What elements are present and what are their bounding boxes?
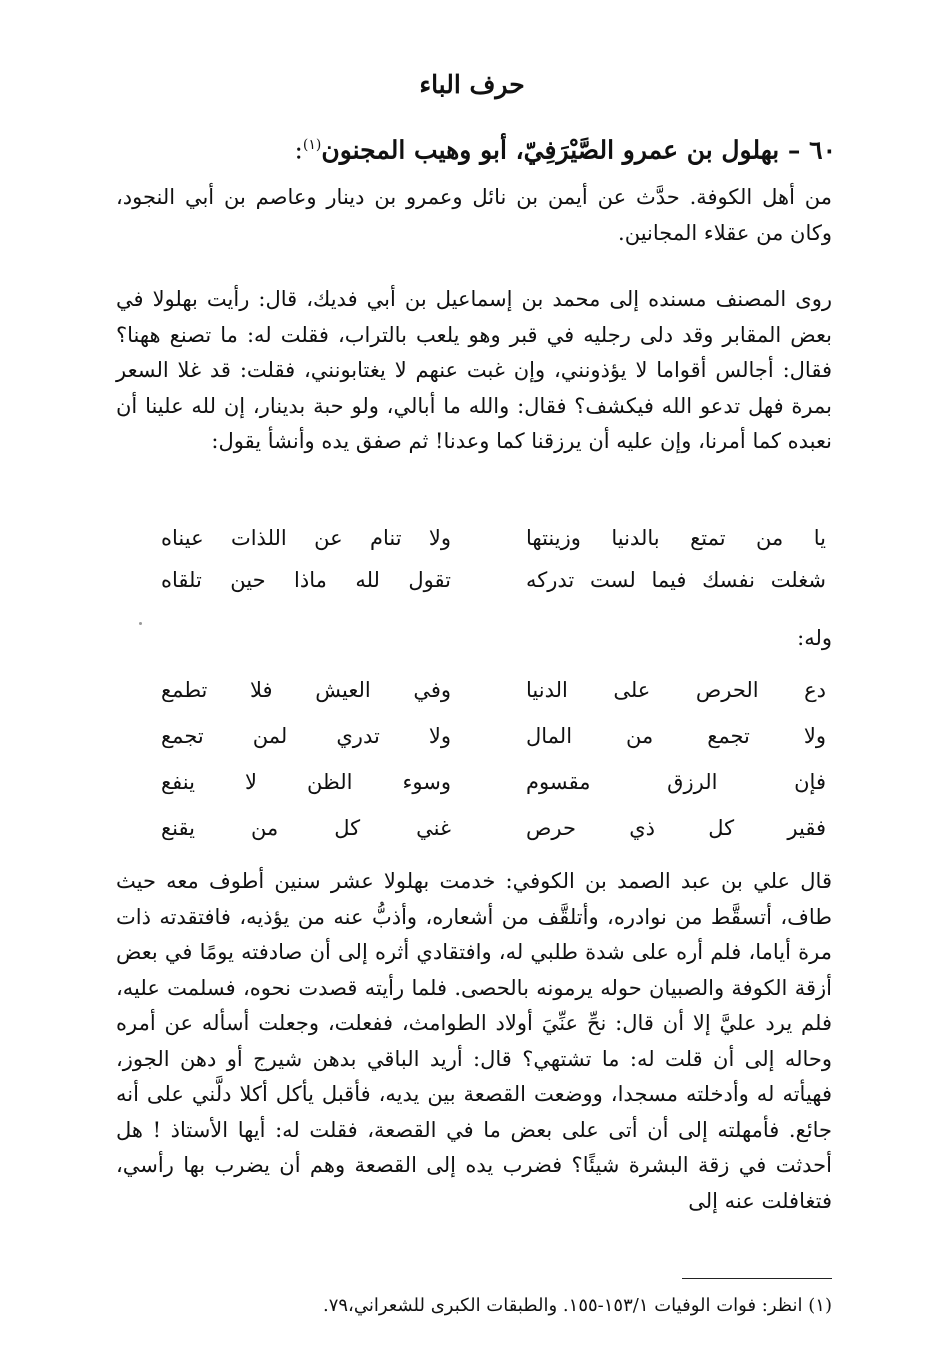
poem-2 <box>126 672 826 856</box>
second-hemistich: تقول لله ماذا حين تلقاه <box>161 568 451 592</box>
first-hemistich: شغلت نفسك فيما لست تدركه <box>526 568 826 592</box>
second-hemistich: وسوء الظن لا ينفع <box>161 770 451 794</box>
poem-1 <box>126 520 826 604</box>
paragraph-narration: روى المصنف مسنده إلى محمد بن إسماعيل بن أبي فديك، قال: رأيت بهلولا في بعض المقابر وقد دلى رجليه في قبر وهو يلعب بالتراب، فقلت له: ما تصنع ههنا؟ فقال: أجالس أقواما لا يؤذونني، وإن غبت عنهم لا يغتابونني، فقلت: قد غلا السعر بمرة فهل تدعو الله فيكشف؟ فقال: والله ما أبالي، ولو حبة بدينار، إن لله علينا أن نعبده كما أمرنا، وإن عليه أن يرزقنا كما وعدنا! ثم صفق يده وأنشأ يقول: <box>116 287 832 453</box>
footnote-divider <box>682 1278 832 1279</box>
second-hemistich: ولا تدري لمن تجمع <box>161 724 451 748</box>
verse-line <box>126 562 826 604</box>
paragraph-story: قال علي بن عبد الصمد بن الكوفي: خدمت بهلولا عشر سنين أطوف معه حيث طاف، أتسقَّط من نوادره، وأتلقَّف من أشعاره، وأذبُّ عنه من يؤذيه، فافتقدته ذات مرة أياما، فلم أره على شدة طلبي له، وافتقادي أثره إلى أن صادفته يومًا في بعض أزقة الكوفة والصبيان حوله يرمونه بالحصى. فلما رأيته قصدت نحوه، فسلمت عليه، فلم يرد عليَّ إلا أن قال: نحِّ عنِّيَ أولاد الطوامث، ففعلت، وجعلت أسأله عن أمره وحاله إلى أن قلت له: ما تشتهي؟ قال: أريد الباقي بدهن شيرج أو دهن الجوز، فهيأته له وأدخلته مسجدا، ووضعت القصعة بين يديه، فأقبل يأكل أكلا دلَّني على أنه جائع. فأمهلته إلى أن أتى على بعض ما في القصعة، فقلت له: أيها الأستاذ ! هل أحدثت في زقة البشرة شيئًا؟ فضرب يده إلى القصعة وهم أن يضرب بها رأسي، فتغافلت عنه إلى <box>116 869 832 1213</box>
paragraph-intro: من أهل الكوفة. حدَّث عن أيمن بن نائل وعمرو بن دينار وعاصم بن أبي النجود، وكان من عقلاء المجانين. <box>116 185 832 245</box>
first-hemistich: فقير كل ذي حرص <box>526 816 826 840</box>
first-hemistich: فإن الرزق مقسوم <box>526 770 826 794</box>
footnote-marker: (١) <box>302 137 322 153</box>
first-hemistich: ولا تجمع من المال <box>526 724 826 748</box>
verse-line <box>126 520 826 562</box>
second-hemistich: ولا تنام عن اللذات عيناه <box>161 526 451 550</box>
verse-line <box>126 810 826 856</box>
second-hemistich: وفي العيش فلا تطمع <box>161 678 451 702</box>
entry-name: ٦٠ – بهلول بن عمرو الصَّيْرَفِيّ، أبو وهيب المجنون <box>321 135 836 165</box>
scan-speck <box>139 622 142 625</box>
first-hemistich: دع الحرص على الدنيا <box>526 678 826 702</box>
poem-intro: وله: <box>797 626 832 650</box>
first-hemistich: يا من تمتع بالدنيا وزينتها <box>526 526 826 550</box>
chapter-title: حرف الباء <box>419 70 525 99</box>
verse-line <box>126 672 826 718</box>
entry-colon: : <box>294 135 303 165</box>
verse-line <box>126 718 826 764</box>
entry-title <box>116 123 836 172</box>
verse-line <box>126 764 826 810</box>
second-hemistich: غني كل من يقنع <box>161 816 451 840</box>
footnote: (١) انظر: فوات الوفيات ١٥٣/١-١٥٥. والطبقات الكبرى للشعراني،٧٩. <box>322 1295 832 1316</box>
